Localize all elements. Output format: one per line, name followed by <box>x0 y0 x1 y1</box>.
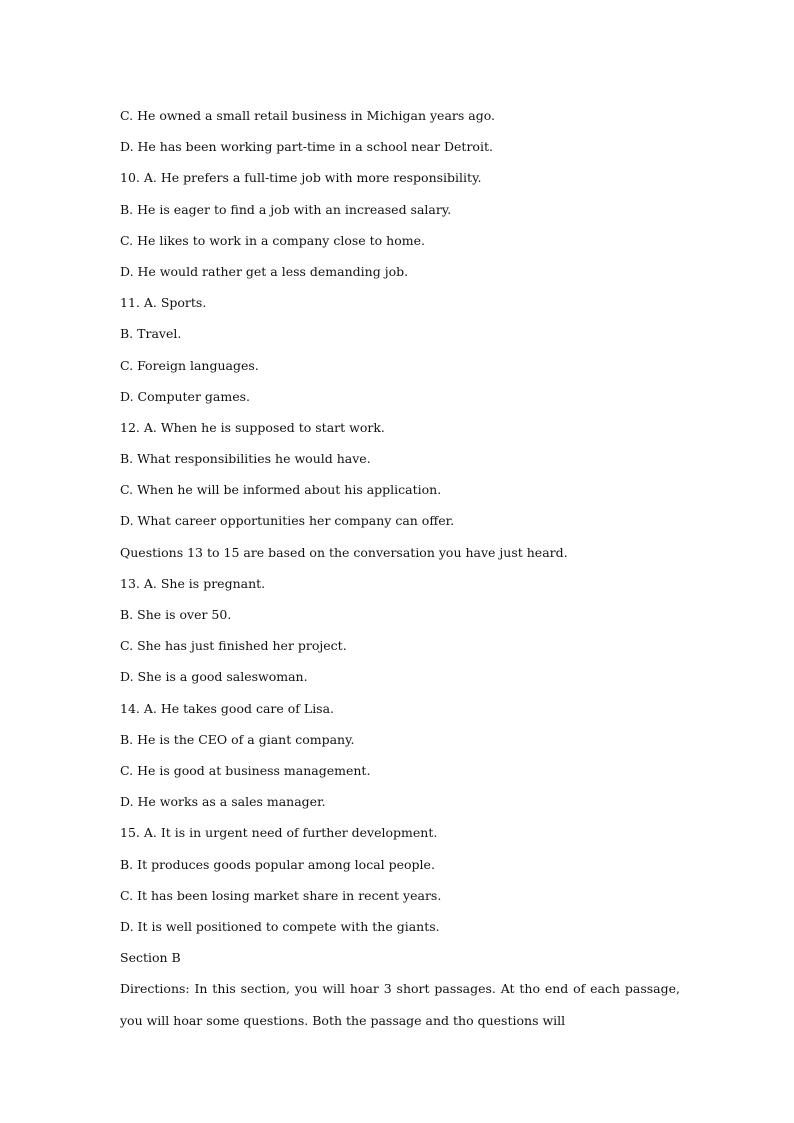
question-13-option-a: 13. A. She is pregnant. <box>120 575 266 591</box>
question-15-option-d: D. It is well positioned to compete with the giants. <box>120 918 440 934</box>
question-10-option-d: D. He would rather get a less demanding job. <box>120 263 409 279</box>
question-15-option-b: B. It produces goods popular among local people. <box>120 856 435 872</box>
question-10-option-c: C. He likes to work in a company close to home. <box>120 232 425 248</box>
question-12-option-c: C. When he will be informed about his application. <box>120 482 442 498</box>
question-10-option-a: 10. A. He prefers a full-time job with more responsibility. <box>120 170 482 186</box>
question-11-option-b: B. Travel. <box>120 326 182 342</box>
question-15-option-a: 15. A. It is in urgent need of further development. <box>120 825 438 841</box>
question-15-option-c: C. It has been losing market share in recent years. <box>120 887 442 903</box>
question-14-option-a: 14. A. He takes good care of Lisa. <box>120 700 335 716</box>
question-11-option-c: C. Foreign languages. <box>120 357 259 373</box>
document-page <box>120 100 680 1037</box>
question-13-option-b: B. She is over 50. <box>120 607 232 622</box>
question-14-option-c: C. He is good at business management. <box>120 762 371 778</box>
question-12-option-a: 12. A. When he is supposed to start work. <box>120 419 385 435</box>
question-14-option-d: D. He works as a sales manager. <box>120 794 326 810</box>
question-11-option-d: D. Computer games. <box>120 388 250 404</box>
question-14-option-b: B. He is the CEO of a giant company. <box>120 731 355 747</box>
question-12-option-b: B. What responsibilities he would have. <box>120 451 371 467</box>
question-12-option-d: D. What career opportunities her company can offer. <box>120 513 455 529</box>
text-line: C. He owned a small retail business in Michigan years ago. <box>120 108 495 123</box>
question-13-option-d: D. She is a good saleswoman. <box>120 669 308 685</box>
instruction-line: Questions 13 to 15 are based on the conversation you have just heard. <box>120 544 568 560</box>
question-10-option-b: B. He is eager to find a job with an increased salary. <box>120 201 452 217</box>
directions-paragraph: Directions: In this section, you will hoar 3 short passages. At tho end of each passage, you will hoar some questions. Both the passage and tho questions will <box>120 981 680 1029</box>
section-heading: Section B <box>120 950 181 966</box>
text-line: D. He has been working part-time in a school near Detroit. <box>120 139 493 155</box>
question-13-option-c: C. She has just finished her project. <box>120 638 347 654</box>
question-11-option-a: 11. A. Sports. <box>120 295 207 311</box>
